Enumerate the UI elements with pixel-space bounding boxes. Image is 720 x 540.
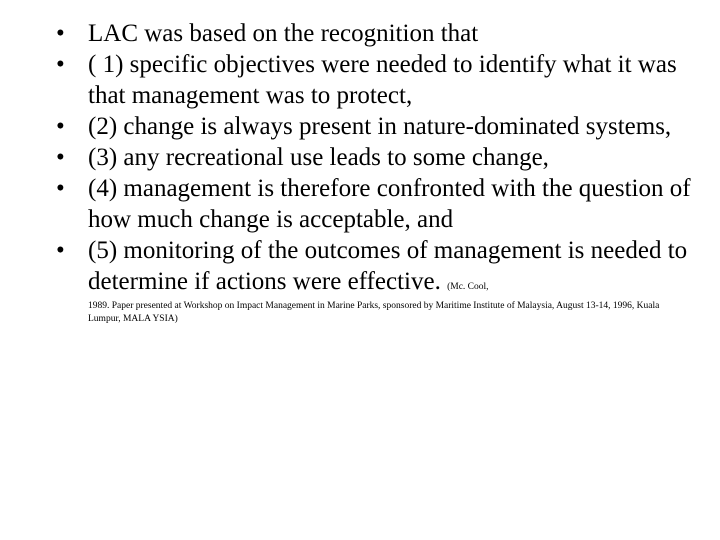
bullet-text-2: ( 1) specific objectives were needed to identify what it was that management was to protect,: [88, 51, 677, 109]
bullet-item-1: [56, 18, 696, 49]
bullet-icon: •: [56, 51, 65, 78]
bullet-item-5: [56, 173, 696, 235]
bullet-item-6: [56, 235, 696, 326]
bullet-item-2: [56, 49, 696, 111]
bullet-text-5: (4) management is therefore confronted with the question of how much change is acceptable, and: [88, 175, 691, 233]
bullet-text-1: LAC was based on the recognition that: [88, 20, 479, 47]
bullet-item-4: [56, 142, 696, 173]
bullet-icon: •: [56, 175, 65, 202]
bullet-icon: •: [56, 113, 65, 140]
bullet-item-3: [56, 111, 696, 142]
citation-inline: (Mc. Cool,: [447, 282, 489, 292]
citation-rest: 1989. Paper presented at Workshop on Impact Management in Marine Parks, sponsored by Maritime Institute of Malaysia, August 13-14, 1996, Kuala Lumpur, MALA YSIA): [88, 301, 660, 324]
bullet-list: [56, 18, 696, 326]
bullet-text-3: (2) change is always present in nature-dominated systems,: [88, 113, 672, 140]
bullet-text-6: (5) monitoring of the outcomes of management is needed to determine if actions were effective.: [88, 237, 688, 295]
bullet-icon: •: [56, 237, 65, 264]
bullet-icon: •: [56, 144, 65, 171]
bullet-text-4: (3) any recreational use leads to some change,: [88, 144, 549, 171]
bullet-icon: •: [56, 20, 65, 47]
